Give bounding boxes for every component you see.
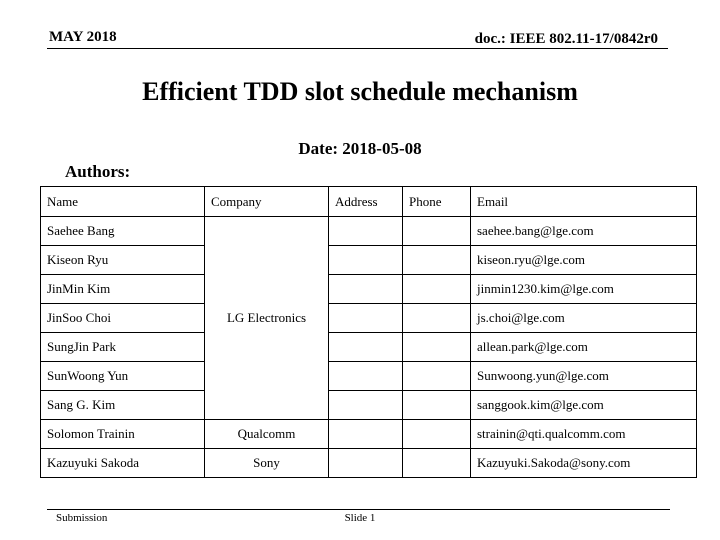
- header-doc-id: doc.: IEEE 802.11-17/0842r0: [474, 31, 658, 47]
- table-row: [41, 333, 697, 362]
- author-name: SungJin Park: [41, 333, 205, 362]
- author-email: Sunwoong.yun@lge.com: [471, 362, 697, 391]
- author-phone: [403, 275, 471, 304]
- author-name: Saehee Bang: [41, 217, 205, 246]
- author-name: Kiseon Ryu: [41, 246, 205, 275]
- authors-table: [40, 186, 697, 478]
- author-address: [329, 420, 403, 449]
- author-company: Qualcomm: [205, 420, 329, 449]
- footer-slide-number: Slide 1: [344, 512, 376, 524]
- table-row: [41, 217, 697, 246]
- table-row: [41, 362, 697, 391]
- table-row: [41, 420, 697, 449]
- author-phone: [403, 391, 471, 420]
- footer-submission: Submission: [56, 512, 108, 524]
- author-email: js.choi@lge.com: [471, 304, 697, 333]
- author-phone: [403, 420, 471, 449]
- author-name: Solomon Trainin: [41, 420, 205, 449]
- author-email: strainin@qti.qualcomm.com: [471, 420, 697, 449]
- author-name: SunWoong Yun: [41, 362, 205, 391]
- author-phone: [403, 217, 471, 246]
- slide-title: Efficient TDD slot schedule mechanism: [142, 77, 578, 106]
- author-name: Kazuyuki Sakoda: [41, 449, 205, 478]
- header-divider: [47, 48, 668, 49]
- author-email: allean.park@lge.com: [471, 333, 697, 362]
- author-email: jinmin1230.kim@lge.com: [471, 275, 697, 304]
- authors-label: Authors:: [65, 162, 131, 181]
- table-row: [41, 246, 697, 275]
- column-header-company: Company: [205, 187, 329, 217]
- author-phone: [403, 333, 471, 362]
- date-line: Date: 2018-05-08: [298, 139, 422, 158]
- author-address: [329, 304, 403, 333]
- author-phone: [403, 304, 471, 333]
- author-address: [329, 246, 403, 275]
- author-name: JinSoo Choi: [41, 304, 205, 333]
- author-name: JinMin Kim: [41, 275, 205, 304]
- table-row: [41, 391, 697, 420]
- author-email: saehee.bang@lge.com: [471, 217, 697, 246]
- author-email: Kazuyuki.Sakoda@sony.com: [471, 449, 697, 478]
- author-address: [329, 217, 403, 246]
- author-address: [329, 333, 403, 362]
- author-phone: [403, 362, 471, 391]
- author-phone: [403, 246, 471, 275]
- author-address: [329, 275, 403, 304]
- table-header-row: [41, 187, 697, 217]
- author-company-merged: LG Electronics: [205, 217, 329, 420]
- author-company: Sony: [205, 449, 329, 478]
- author-email: kiseon.ryu@lge.com: [471, 246, 697, 275]
- column-header-name: Name: [41, 187, 205, 217]
- author-address: [329, 449, 403, 478]
- author-name: Sang G. Kim: [41, 391, 205, 420]
- author-address: [329, 391, 403, 420]
- footer-divider: [47, 509, 670, 510]
- column-header-address: Address: [329, 187, 403, 217]
- author-phone: [403, 449, 471, 478]
- table-row: [41, 275, 697, 304]
- column-header-email: Email: [471, 187, 697, 217]
- table-row: [41, 304, 697, 333]
- table-row: [41, 449, 697, 478]
- header-date: MAY 2018: [49, 29, 117, 45]
- author-email: sanggook.kim@lge.com: [471, 391, 697, 420]
- column-header-phone: Phone: [403, 187, 471, 217]
- author-address: [329, 362, 403, 391]
